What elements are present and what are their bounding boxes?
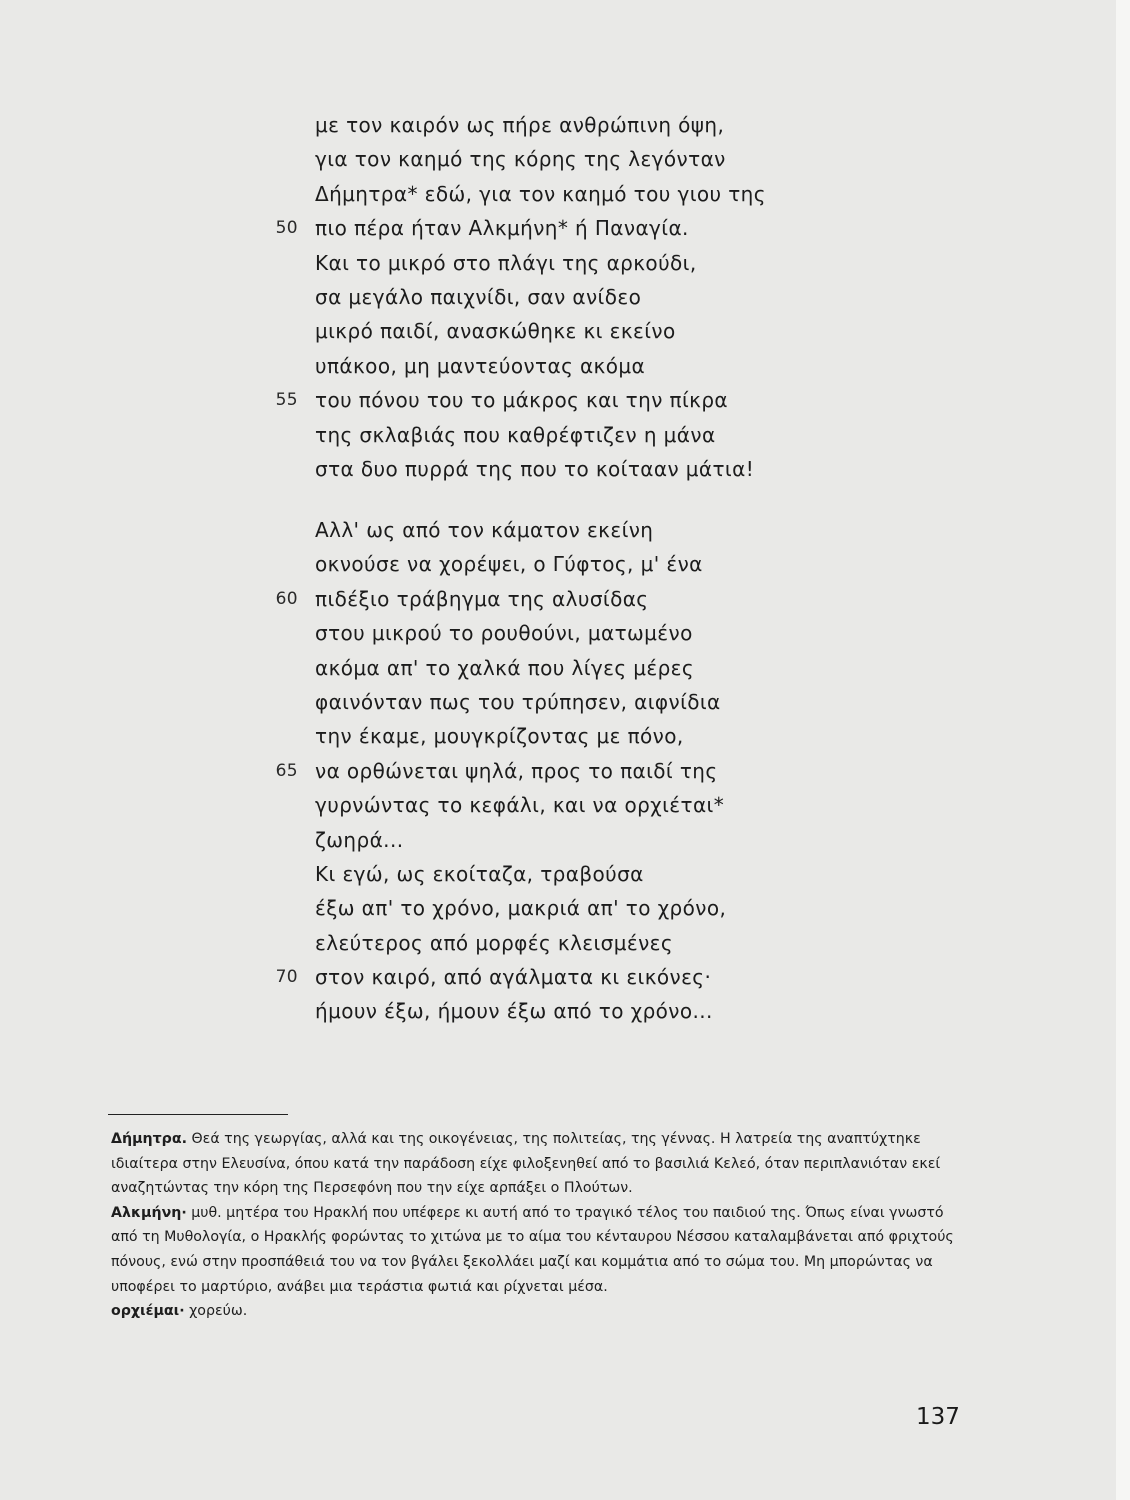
line-text: οκνούσε να χορέψει, ο Γύφτος, μ' ένα [315, 552, 703, 577]
poem-line [0, 177, 1130, 211]
line-text: στον καιρό, από αγάλματα κι εικόνες· [315, 965, 712, 990]
poem-line [0, 926, 1130, 960]
footnote [111, 1201, 971, 1299]
poem-line [0, 142, 1130, 176]
line-text: στου μικρού το ρουθούνι, ματωμένο [315, 621, 693, 646]
page-number: 137 [916, 1404, 960, 1430]
footnote-rule [108, 1114, 288, 1115]
poem-line [0, 651, 1130, 685]
poem-line [0, 280, 1130, 314]
line-text: ήμουν έξω, ήμουν έξω από το χρόνο... [315, 999, 713, 1024]
line-text: Δήμητρα* εδώ, για τον καημό του γιου της [315, 181, 766, 206]
poem-line [0, 418, 1130, 452]
poem-line [0, 616, 1130, 650]
poem-line [0, 685, 1130, 719]
footnote [111, 1299, 971, 1324]
footnote-text: μυθ. μητέρα του Ηρακλή που υπέφερε κι αυτή από το τραγικό τέλος του παιδιού της. Όπως είναι γνωστό από τη Μυθολογία, ο Ηρακλής φορώντας το χιτώνα με το αίμα του κένταυρου Νέσσου καταλαμβάνεται από φριχτούς πόνους, ενώ στην προσπάθειά του να τον βγάλει ξεκολλάει μαζί και κομμάτια από το σώμα του. Μη μπορώντας να υποφέρει το μαρτύριο, ανάβει μια τεράστια φωτιά και ρίχνεται μέσα. [111, 1204, 954, 1295]
poem-line [0, 547, 1130, 581]
footnote-term: Αλκμήνη· [111, 1204, 187, 1221]
footnote-term: Δήμητρα. [111, 1131, 187, 1147]
line-text: πιδέξιο τράβηγμα της αλυσίδας [315, 586, 649, 611]
footnotes [111, 1127, 971, 1324]
line-text: την έκαμε, μουγκρίζοντας με πόνο, [315, 724, 684, 749]
line-number: 65 [275, 760, 298, 781]
line-text: φαινόνταν πως του τρύπησεν, αιφνίδια [315, 689, 721, 714]
line-text: της σκλαβιάς που καθρέφτιζεν η μάνα [315, 422, 716, 447]
line-number: 70 [275, 967, 298, 988]
line-text: υπάκοο, μη μαντεύοντας ακόμα [315, 353, 646, 378]
poem-line [0, 383, 1130, 417]
stanza-2 [0, 513, 1130, 1029]
footnote-text: χορεύω. [184, 1303, 248, 1320]
line-text: πιο πέρα ήταν Αλκμήνη* ή Παναγία. [315, 216, 689, 241]
line-number: 60 [275, 588, 298, 609]
line-text: με τον καιρόν ως πήρε ανθρώπινη όψη, [315, 113, 725, 137]
line-text: ακόμα απ' το χαλκά που λίγες μέρες [315, 655, 695, 680]
footnote-term: ορχιέμαι· [111, 1303, 185, 1320]
poem-line [0, 960, 1130, 994]
poem-line [0, 788, 1130, 822]
poem-line [0, 754, 1130, 788]
line-text: στα δυο πυρρά της που το κοίτααν μάτια! [315, 456, 755, 481]
stanza-1 [0, 108, 1130, 486]
poem-line [0, 513, 1130, 547]
poem-line [0, 582, 1130, 616]
poem-line [0, 452, 1130, 486]
poem-line [0, 719, 1130, 753]
footnote [111, 1127, 971, 1201]
poem-line [0, 211, 1130, 245]
poem-line [0, 994, 1130, 1028]
poem-line [0, 823, 1130, 857]
line-number: 55 [275, 390, 298, 411]
line-text: γυρνώντας το κεφάλι, και να ορχιέται* [315, 793, 725, 818]
poem-line [0, 349, 1130, 383]
line-text: Αλλ' ως από τον κάματον εκείνη [315, 518, 654, 542]
line-text: ελεύτερος από μορφές κλεισμένες [315, 930, 674, 955]
line-text: μικρό παιδί, ανασκώθηκε κι εκείνο [315, 319, 676, 344]
poem-line [0, 857, 1130, 891]
line-text: του πόνου του το μάκρος και την πίκρα [315, 388, 729, 413]
line-number: 50 [275, 218, 298, 239]
poem-line [0, 314, 1130, 348]
line-text: Και το μικρό στο πλάγι της αρκούδι, [315, 250, 697, 275]
poem-line [0, 891, 1130, 925]
line-text: να ορθώνεται ψηλά, προς το παιδί της [315, 758, 718, 783]
line-text: Κι εγώ, ως εκοίταζα, τραβούσα [315, 861, 644, 886]
line-text: έξω απ' το χρόνο, μακριά απ' το χρόνο, [315, 896, 727, 921]
poem-line [0, 108, 1130, 142]
footnote-text: Θεά της γεωργίας, αλλά και της οικογένειας, της πολιτείας, της γέννας. Η λατρεία της αναπτύχτηκε ιδιαίτερα στην Ελευσίνα, όπου κατά την παράδοση είχε φιλοξενηθεί από το βασιλιά Κελεό, όταν περιπλανιόταν εκεί αναζητώντας την κόρη της Περσεφόνη που την είχε αρπάξει ο Πλούτων. [111, 1131, 941, 1197]
poem-line [0, 246, 1130, 280]
line-text: ζωηρά... [315, 827, 404, 852]
line-text: σα μεγάλο παιχνίδι, σαν ανίδεο [315, 284, 642, 309]
line-text: για τον καημό της κόρης της λεγόνταν [315, 147, 726, 172]
